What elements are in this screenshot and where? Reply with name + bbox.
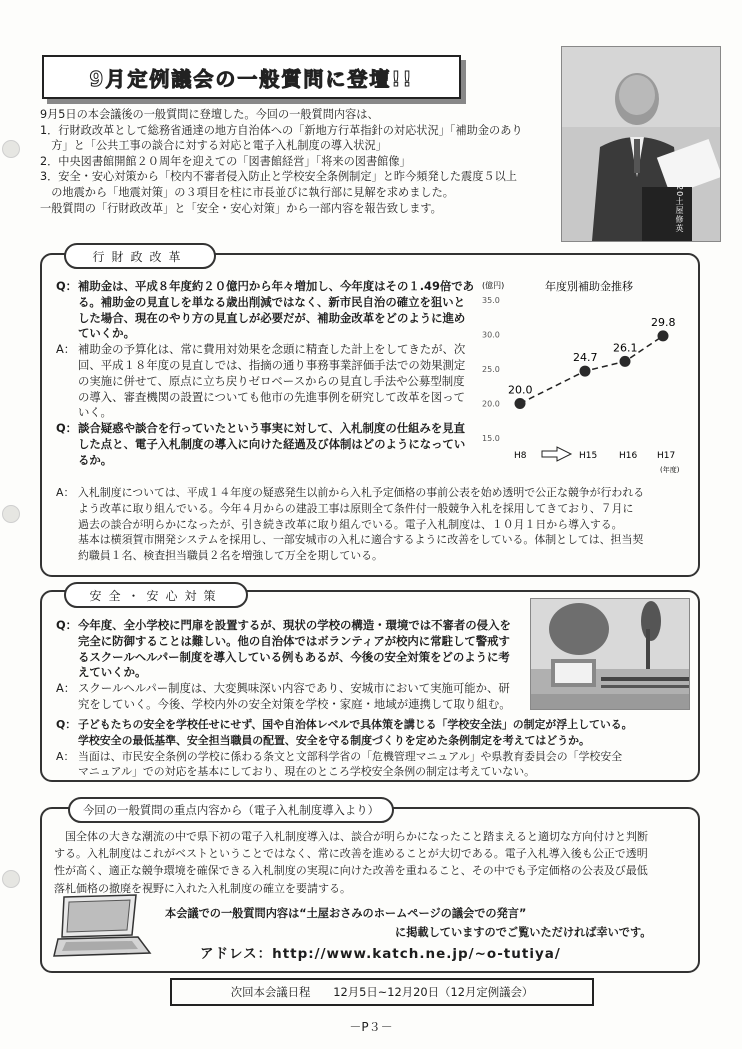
page-title-text: 9月定例議会の一般質問に登壇!! — [89, 66, 414, 91]
chart-xtick-label: H16 — [619, 451, 638, 461]
chart-data-label: 29.8 — [651, 315, 676, 329]
chart-xlabel: (年度) — [660, 466, 680, 474]
qa-block — [56, 618, 524, 713]
chart-ylabel: (億円) — [482, 281, 505, 290]
q-label: Q： — [56, 718, 77, 731]
question — [56, 421, 476, 468]
binder-hole — [2, 140, 20, 158]
intro-line: 方」と「公共工事の談合に対する対応と電子入札制度の導入状況」 — [40, 139, 387, 153]
laptop-illustration — [52, 893, 152, 959]
next-meeting-box — [170, 978, 594, 1006]
chart-point — [658, 330, 669, 341]
a-label: A： — [56, 749, 75, 763]
subsidy-chart — [480, 270, 692, 480]
chart-ytick-label: 25.0 — [482, 365, 500, 374]
binder-hole — [2, 505, 20, 523]
summary-text: 国全体の大きな潮流の中で県下初の電子入札制度導入は、談合が明らかになったこと踏まえると適切な方向付けと判断 する。入札制度はこれがベストということではなく、常に改善を進めることが大切である。電子入札導入後も公正で透明 性が高く、適正な競争環境を確保できる入札制度の実現に向けた改善を重ねること、その中でも予定価格の公表及び最低 落札価格の撤廃を視野に入れた入札制度の確立を要請する。 — [54, 830, 648, 895]
question — [56, 618, 524, 681]
chart-data-label: 20.0 — [508, 383, 533, 397]
intro-line: 一般質問の「行財政改革」と「安全・安心対策」から一部内容を報告致します。 — [40, 201, 442, 215]
question — [56, 279, 476, 342]
question — [56, 717, 694, 749]
a-text: 補助金の予算化は、常に費用対効果を念頭に精査した計上をしてきたが、次 回、平成１８年度の見直しでは、指摘の通り事務事業評価手法での効果測定 の実施に併せて、原点に立ち戻りゼロベースからの見直し手法や公募型制度 の導入、審査機関の設置についても他市の先進事例を研究して改革を図って いく。 — [78, 342, 466, 420]
chart-ytick-label: 15.0 — [482, 434, 500, 443]
answer — [56, 485, 694, 564]
homepage-notice: 本会議での一般質問内容は“土屋おさみのホームページの議会での発言” — [165, 907, 527, 920]
section-header — [68, 797, 394, 823]
intro-line: 9月5日の本会議後の一般質問に登壇した。今回の一般質問内容は、 — [40, 108, 379, 121]
q-text: 補助金は、平成８年度約２０億円から年々増加し、今年度はその１.49倍であ る。補助金の見直しを単なる歳出削減ではなく、新市民自治の確立を狙いと した場合、現在のやり方の見直しが必要だが、補助金改革をどのように進め ていくか。 — [78, 279, 475, 341]
chart-arrow-icon — [542, 447, 571, 461]
chart-ytick-label: 35.0 — [482, 296, 500, 305]
chart-data-label: 24.7 — [573, 351, 598, 365]
speaker-sash: 20土屋修英 — [675, 185, 684, 234]
answer — [56, 749, 694, 781]
homepage-address-link[interactable]: アドレス：http://www.katch.ne.jp/~o-tutiya/ — [200, 946, 561, 962]
intro-line: の地震から「地震対策」の３項目を柱に市長並びに執行部に見解を求めました。 — [40, 185, 454, 199]
chart-point — [515, 398, 526, 409]
q-text: 今年度、全小学校に門扉を設置するが、現状の学校の構造・環境では不審者の侵入を 完全に防御することは難しい。他の自治体ではボランティアが校内に常駐して警戒す るスクールヘルパー制度を導入している例もあるが、今後の安全対策をどのように考 えていくか。 — [78, 618, 511, 680]
answer — [56, 681, 524, 713]
qa-block — [56, 279, 476, 469]
q-label: Q： — [56, 421, 78, 436]
chart-title: 年度別補助金推移 — [545, 280, 633, 293]
subsidy-chart-svg — [480, 270, 692, 480]
section-header-text: 安全・安心対策 — [89, 588, 223, 603]
intro-line: 2．中央図書館開館２０周年を迎えての「図書館経営」「将来の図書館像」 — [40, 154, 411, 168]
answer — [56, 342, 476, 421]
a-text: 当面は、市民安全条例の学校に係わる条文と文部科学省の「危機管理マニュアル」や県教育委員会の「学校安全 マニュアル」での対応を基本にしており、現在のところ学校安全条例の制定は考えていない。 — [78, 749, 623, 779]
a-label: A： — [56, 342, 76, 357]
chart-ytick-label: 20.0 — [482, 399, 500, 409]
section-header — [64, 582, 248, 608]
chart-xtick-label: H17 — [657, 451, 676, 461]
school-gate-photo — [530, 598, 690, 710]
homepage-notice: に掲載していますのでご覧いただければ幸いです。 — [395, 926, 652, 939]
a-text: スクールヘルパー制度は、大変興味深い内容であり、安城市において実施可能か、研 究をしていく。今後、学校内外の安全対策を学校・家庭・地域が連携して取り組む。 — [78, 681, 511, 711]
binder-hole — [2, 870, 20, 888]
chart-xtick-label: H15 — [579, 451, 598, 461]
chart-ytick-label: 30.0 — [482, 330, 500, 340]
chart-data-label: 26.1 — [613, 341, 638, 355]
page-number: －P３－ — [349, 1020, 393, 1034]
page-title — [42, 55, 461, 99]
chart-point — [580, 366, 591, 377]
section-header — [64, 243, 216, 269]
chart-xtick-label: H8 — [514, 451, 527, 461]
section-header-text: 今回の一般質問の重点内容から（電子入札制度導入より） — [82, 803, 380, 817]
intro-line: 3．安全・安心対策から「校内不審者侵入防止と学校安全条例制定」と昨今頻発した震度５以上 — [40, 170, 517, 184]
a-label: A： — [56, 681, 76, 696]
speaker-photo — [561, 46, 721, 242]
q-label: Q： — [56, 279, 78, 293]
qa-block — [56, 717, 694, 780]
a-text: 入札制度については、平成１４年度の疑惑発生以前から入札予定価格の事前公表を始め透明で公正な競争が行われる よう改革に取り組んでいる。今年４月からの建設工事は原則全て条件付一般競争入札を採用してきており、７月に 過去の談合が明らかになったが、引き続き改革に取り組んでいる。電子入札制度は、１０月１日から導入する。 基本は横須賀市開発システムを採用し、一部安城市の入札に適合するように改善をしている。体制としては、担当契 約職員１名、検査担当職員２名を増強して万全を期している。 — [78, 486, 645, 563]
chart-point — [620, 356, 631, 367]
section-header-text: 行財政改革 — [92, 249, 188, 264]
a-label: A： — [56, 486, 75, 499]
q-text: 子どもたちの安全を学校任せにせず、国や自治体レベルで具体策を講じる「学校安全法」の制定が浮上している。 学校安全の最低基準、安全担当職員の配置、安全を守る制度づくりを定めた条例制定を考えてはどうか。 — [78, 718, 633, 747]
next-meeting-text: 次回本会議日程 12月5日~12月20日（12月定例議会） — [230, 985, 534, 999]
chart-series-line — [520, 336, 663, 404]
intro-line: 1．行財政改革として総務省通達の地方自治体への「新地方行革指針の対応状況」「補助金のあり — [40, 123, 523, 137]
laptop-icon — [52, 893, 152, 959]
school-gate-illustration — [531, 599, 689, 709]
q-label: Q： — [56, 618, 78, 632]
intro-text — [40, 107, 560, 216]
qa-block — [56, 485, 694, 564]
speaker-illustration — [562, 47, 720, 241]
q-text: 談合疑惑や談合を行っていたという事実に対して、入札制度の仕組みを見直 した点と、電子入札制度の導入に向けた経過及び体制はどのようになってい るか。 — [78, 421, 466, 467]
